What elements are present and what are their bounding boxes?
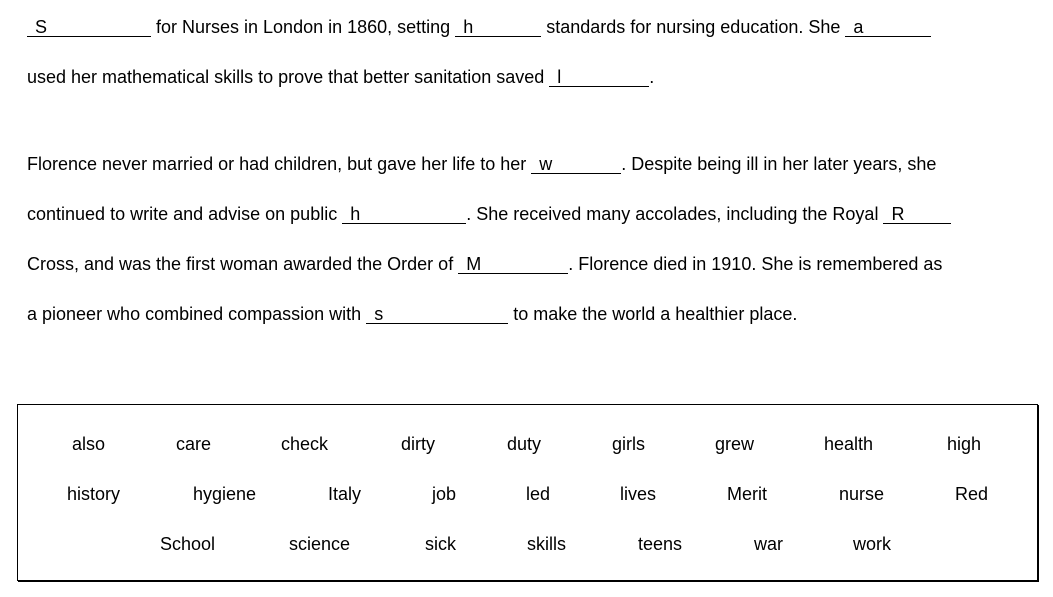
word-bank-item[interactable]: Red <box>955 484 989 504</box>
passage-text: . Despite being ill in her later years, she <box>621 154 937 174</box>
blank-science[interactable]: s <box>366 305 508 324</box>
word-bank-item[interactable]: skills <box>527 534 566 554</box>
word-bank-item[interactable]: nurse <box>839 484 885 504</box>
blank-lives[interactable]: l <box>549 68 649 87</box>
word-bank-item[interactable]: history <box>67 484 121 504</box>
word-bank-item[interactable]: also <box>72 434 106 454</box>
blank-red[interactable]: R <box>883 205 951 224</box>
passage-line-1 <box>27 16 931 38</box>
word-bank-item[interactable]: health <box>824 434 874 454</box>
passage-text: for Nurses in London in 1860, setting <box>151 17 456 37</box>
word-bank-item[interactable]: sick <box>425 534 456 554</box>
passage-text: standards for nursing education. She <box>541 17 846 37</box>
word-bank-item[interactable]: high <box>947 434 982 454</box>
passage-text: . She received many accolades, including the Royal <box>466 204 884 224</box>
word-bank-item[interactable]: Italy <box>328 484 362 504</box>
word-bank-item[interactable]: School <box>160 534 216 554</box>
word-bank-item[interactable]: care <box>176 434 212 454</box>
passage-line-4 <box>27 203 951 225</box>
word-bank-item[interactable]: lives <box>620 484 657 504</box>
word-bank-item[interactable]: war <box>754 534 784 554</box>
word-bank-item[interactable]: hygiene <box>193 484 257 504</box>
blank-health[interactable]: h <box>342 205 466 224</box>
blank-merit[interactable]: M <box>458 255 568 274</box>
word-bank-item[interactable]: girls <box>612 434 646 454</box>
passage-text: Florence never married or had children, but gave her life to her <box>27 154 532 174</box>
word-bank-item[interactable]: led <box>526 484 551 504</box>
word-bank-item[interactable]: work <box>853 534 892 554</box>
blank-school[interactable]: S <box>27 18 151 37</box>
blank-also[interactable]: a <box>845 18 931 37</box>
passage-text: used her mathematical skills to prove that better sanitation saved <box>27 67 550 87</box>
word-bank-item[interactable]: check <box>281 434 329 454</box>
blank-high[interactable]: h <box>455 18 541 37</box>
passage-text: to make the world a healthier place. <box>508 304 798 324</box>
passage-line-2 <box>27 66 654 88</box>
passage-text: a pioneer who combined compassion with <box>27 304 367 324</box>
word-bank-item[interactable]: grew <box>715 434 755 454</box>
passage-text: Cross, and was the first woman awarded the Order of <box>27 254 459 274</box>
word-bank-item[interactable]: job <box>432 484 457 504</box>
passage-line-6 <box>27 303 797 325</box>
word-bank <box>17 404 1038 581</box>
passage-text: . <box>649 67 655 87</box>
word-bank-item[interactable]: duty <box>507 434 542 454</box>
blank-work[interactable]: w <box>531 155 621 174</box>
passage-line-3 <box>27 153 936 175</box>
word-bank-item[interactable]: Merit <box>727 484 767 504</box>
passage-text: . Florence died in 1910. She is remembered as <box>568 254 943 274</box>
passage-line-5 <box>27 253 942 275</box>
word-bank-item[interactable]: dirty <box>401 434 436 454</box>
passage-text: continued to write and advise on public <box>27 204 343 224</box>
word-bank-item[interactable]: teens <box>638 534 683 554</box>
word-bank-item[interactable]: science <box>289 534 351 554</box>
